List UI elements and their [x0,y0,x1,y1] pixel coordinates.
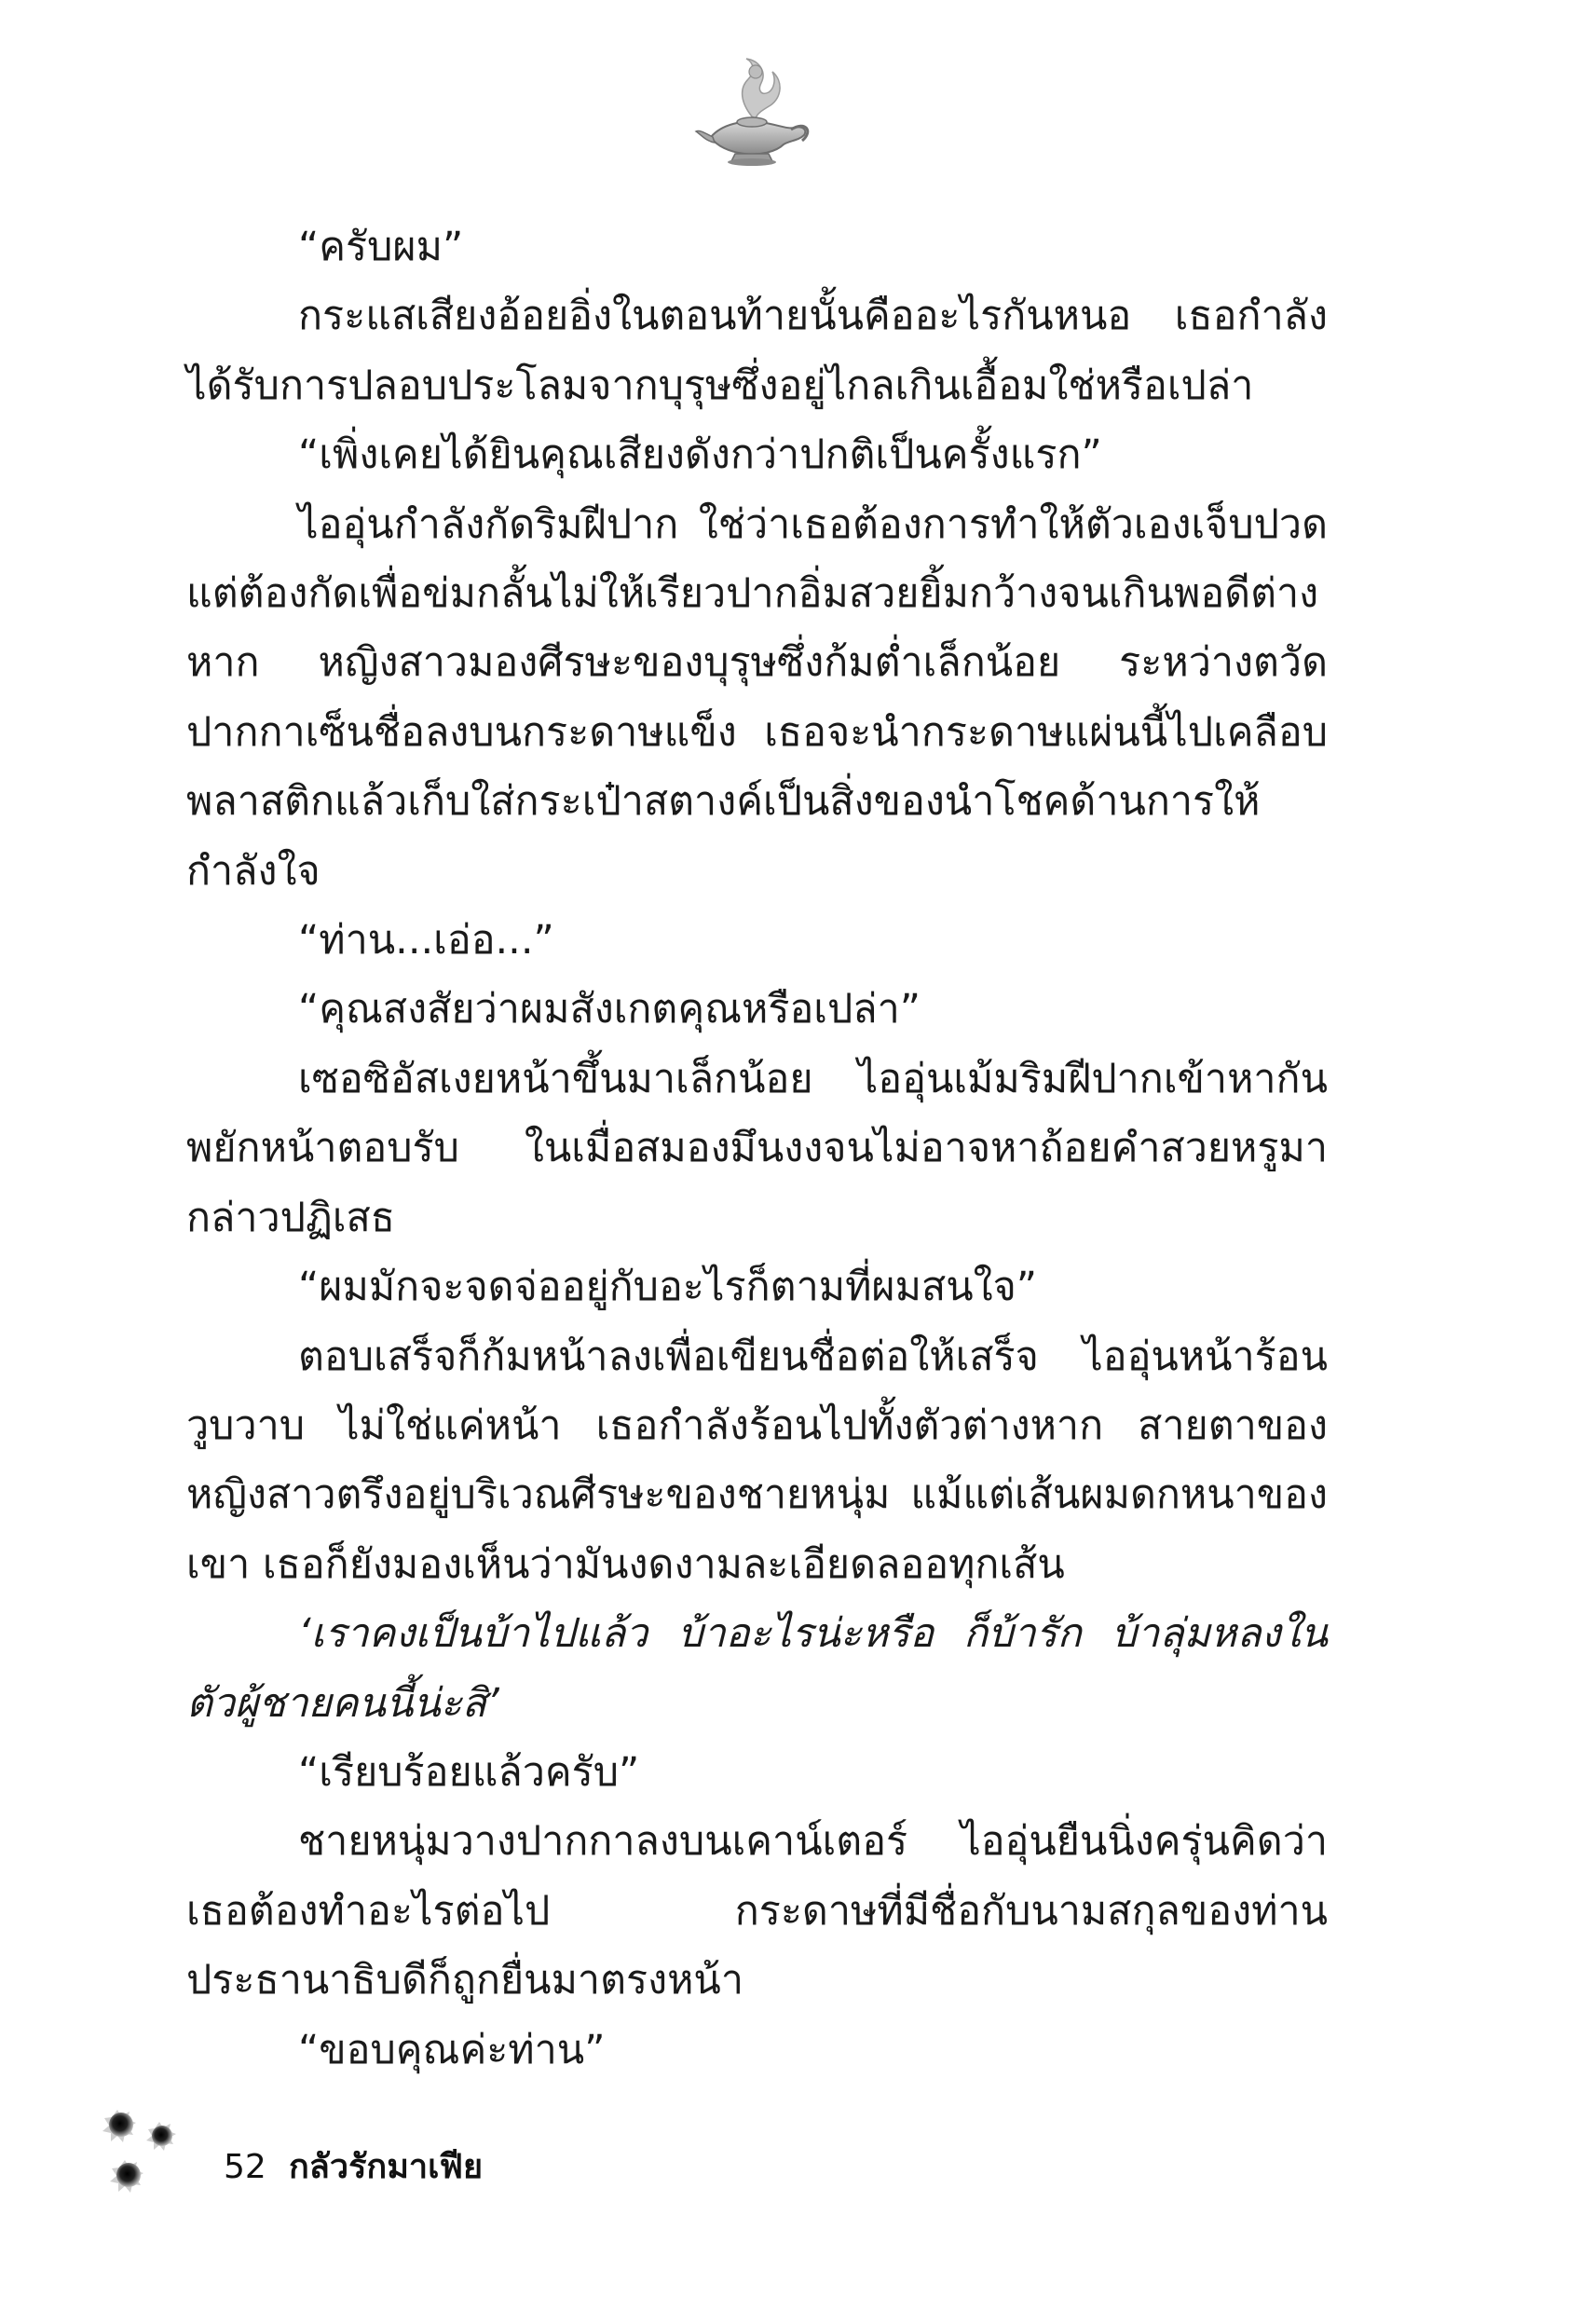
paragraph: “เรียบร้อยแล้วครับ” [298,1748,640,1796]
paragraph: กระแสเสียงอ้อยอิ่งในตอนท้ายนั้นคืออะไรกันหนอ เธอกำลังได้รับการปลอบประโลมจากบุรุษซึ่งอยู่ไกลเกินเอื้อมใช่หรือเปล่า [186,293,1328,409]
paragraph: ตอบเสร็จก็ก้มหน้าลงเพื่อเขียนชื่อต่อให้เสร็จ ไออุ่นหน้าร้อนวูบวาบ ไม่ใช่แค่หน้า เธอกำลังร้อนไปทั้งตัวต่างหาก สายตาของหญิงสาวตรึงอยู่บริเวณศีรษะของชายหนุ่ม แม้แต่เส้นผมดกหนาของเขา เธอก็ยังมองเห็นว่ามันงดงามละเอียดลออทุกเส้น [186,1333,1328,1588]
paragraph: ‘เราคงเป็นบ้าไปแล้ว บ้าอะไรน่ะหรือ ก็บ้ารัก บ้าลุ่มหลงในตัวผู้ชายคนนี้น่ะสิ’ [186,1610,1328,1727]
paragraph: เซอซิอัสเงยหน้าขึ้นมาเล็กน้อย ไออุ่นเม้มริมฝีปากเข้าหากันพยักหน้าตอบรับ ในเมื่อสมองมึนงงจนไม่อาจหาถ้อยคำสวยหรูมากล่าวปฏิเสธ [186,1055,1328,1241]
paragraph: “ท่าน...เอ่อ...” [298,917,554,964]
page-number: 52 [224,2148,266,2186]
page-footer [93,2097,745,2208]
paragraph: “ผมมักจะจดจ่ออยู่กับอะไรก็ตามที่ผมสนใจ” [298,1264,1038,1311]
paragraph: “เพิ่งเคยได้ยินคุณเสียงดังกว่าปกติเป็นครั้งแรก” [298,431,1102,479]
body-text [186,212,1328,2085]
bullet-holes-icon [93,2097,196,2208]
book-title: กลัวรักมาเฟีย [289,2148,484,2186]
paragraph: ชายหนุ่มวางปากกาลงบนเคาน์เตอร์ ไออุ่นยืนนิ่งครุ่นคิดว่าเธอต้องทำอะไรต่อไป กระดาษที่มีชื่อกับนามสกุลของท่านประธานาธิบดีก็ถูกยื่นมาตรงหน้า [186,1818,1328,2004]
paragraph: “คุณสงสัยว่าผมสังเกตคุณหรือเปล่า” [298,986,921,1033]
paragraph: ไออุ่นกำลังกัดริมฝีปาก ใช่ว่าเธอต้องการทำให้ตัวเองเจ็บปวด แต่ต้องกัดเพื่อข่มกลั้นไม่ให้เรียวปากอิ่มสวยยิ้มกว้างจนเกินพอดีต่างหาก หญิงสาวมองศีรษะของบุรุษซึ่งก้มต่ำเล็กน้อย ระหว่างตวัดปากกาเซ็นชื่อลงบนกระดาษแข็ง เธอจะนำกระดาษแผ่นนี้ไปเคลือบพลาสติกแล้วเก็บใส่กระเป๋าสตางค์เป็นสิ่งของนำโชคด้านการให้กำลังใจ [186,500,1328,895]
paragraph: “ครับผม” [298,224,464,270]
genie-lamp-icon [694,51,815,172]
paragraph: “ขอบคุณค่ะท่าน” [298,2026,606,2073]
